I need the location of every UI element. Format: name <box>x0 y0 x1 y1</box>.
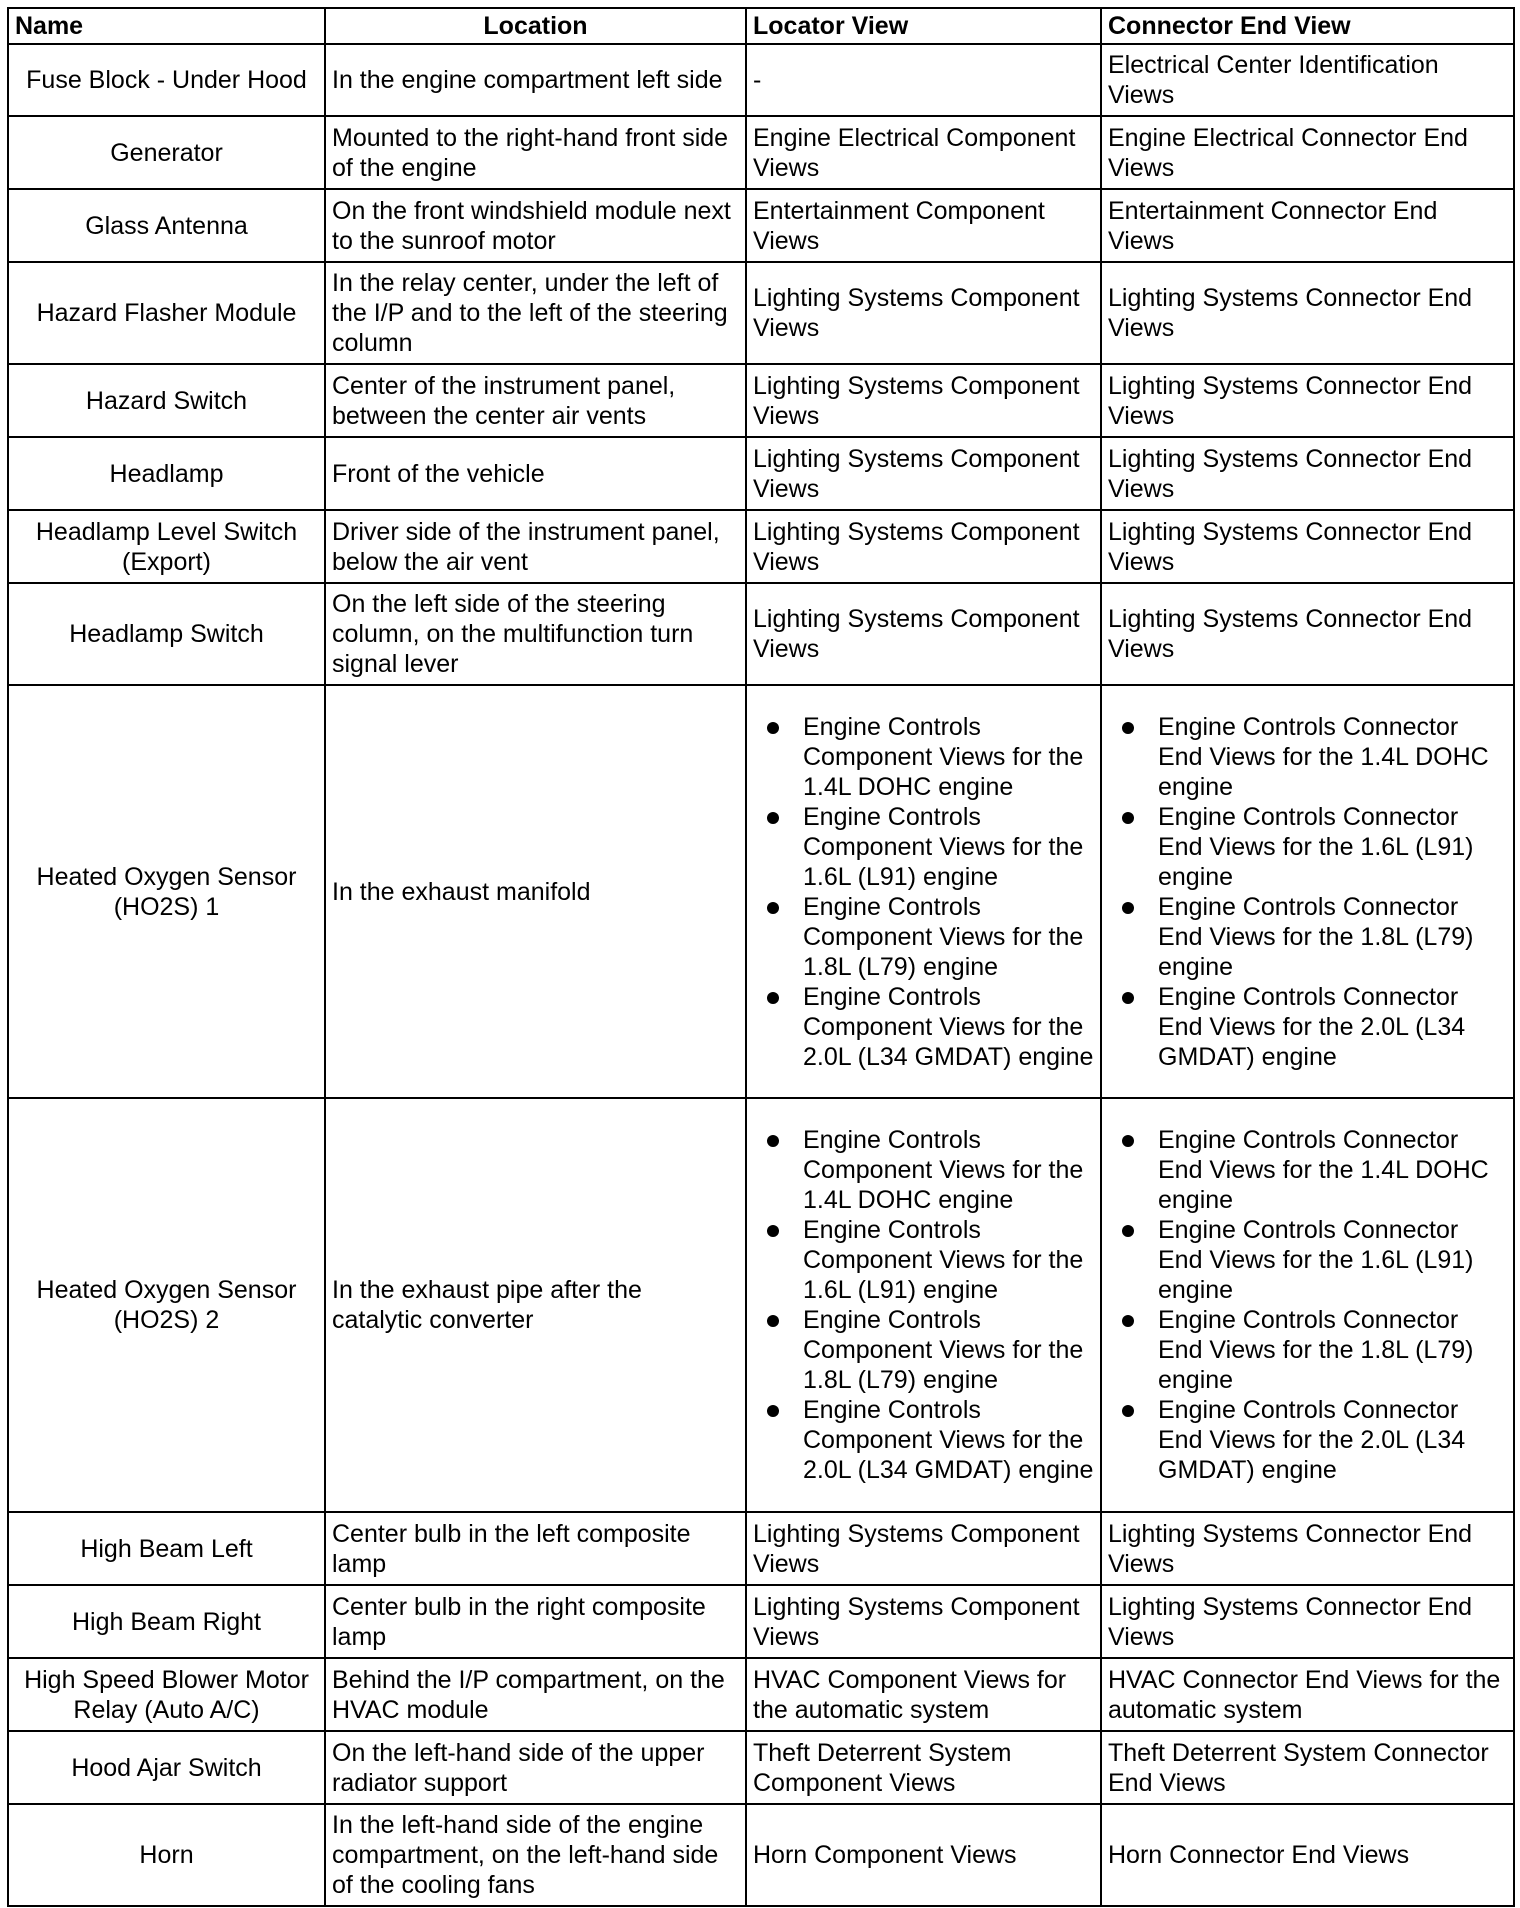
cell-locator-view: HVAC Component Views for the automatic system <box>746 1658 1101 1731</box>
cell-name: Hazard Switch <box>8 364 325 437</box>
list-item: Engine Controls Connector End Views for the 1.6L (L91) engine <box>1108 1215 1507 1305</box>
list-item: Engine Controls Connector End Views for the 1.4L DOHC engine <box>1108 712 1507 802</box>
list-item: Engine Controls Component Views for the 1.6L (L91) engine <box>753 1215 1094 1305</box>
table-row <box>8 1098 1514 1512</box>
table-row <box>8 510 1514 583</box>
list-item: Engine Controls Connector End Views for the 1.8L (L79) engine <box>1108 1305 1507 1395</box>
cell-location: Driver side of the instrument panel, below the air vent <box>325 510 746 583</box>
table-row <box>8 262 1514 364</box>
cell-locator-view <box>746 1098 1101 1512</box>
cell-connector-end-view: Lighting Systems Connector End Views <box>1101 437 1514 510</box>
cell-location: Center of the instrument panel, between the center air vents <box>325 364 746 437</box>
cell-connector-end-view: Lighting Systems Connector End Views <box>1101 1512 1514 1585</box>
header-row <box>8 8 1514 44</box>
cell-name: Hazard Flasher Module <box>8 262 325 364</box>
cell-connector-end-view: Entertainment Connector End Views <box>1101 189 1514 262</box>
cell-location: In the engine compartment left side <box>325 44 746 116</box>
cell-location: In the relay center, under the left of the I/P and to the left of the steering column <box>325 262 746 364</box>
cell-location: Center bulb in the left composite lamp <box>325 1512 746 1585</box>
cell-name: Generator <box>8 116 325 189</box>
cell-locator-view: Horn Component Views <box>746 1804 1101 1906</box>
list-item: Engine Controls Component Views for the 2.0L (L34 GMDAT) engine <box>753 982 1094 1072</box>
cell-location: Mounted to the right-hand front side of the engine <box>325 116 746 189</box>
cell-connector-end-view: Lighting Systems Connector End Views <box>1101 583 1514 685</box>
bullet-list <box>1108 1125 1507 1485</box>
list-item: Engine Controls Component Views for the 2.0L (L34 GMDAT) engine <box>753 1395 1094 1485</box>
list-item: Engine Controls Component Views for the 1.6L (L91) engine <box>753 802 1094 892</box>
cell-locator-view: Lighting Systems Component Views <box>746 1512 1101 1585</box>
cell-connector-end-view: Electrical Center Identification Views <box>1101 44 1514 116</box>
cell-connector-end-view: Lighting Systems Connector End Views <box>1101 510 1514 583</box>
cell-location: Behind the I/P compartment, on the HVAC module <box>325 1658 746 1731</box>
cell-name: Headlamp Switch <box>8 583 325 685</box>
cell-location: On the left-hand side of the upper radiator support <box>325 1731 746 1804</box>
cell-name: Glass Antenna <box>8 189 325 262</box>
list-item: Engine Controls Connector End Views for the 2.0L (L34 GMDAT) engine <box>1108 1395 1507 1485</box>
table-row <box>8 116 1514 189</box>
table-row <box>8 1585 1514 1658</box>
cell-locator-view: Lighting Systems Component Views <box>746 1585 1101 1658</box>
cell-name: Heated Oxygen Sensor (HO2S) 2 <box>8 1098 325 1512</box>
cell-locator-view: - <box>746 44 1101 116</box>
cell-locator-view: Lighting Systems Component Views <box>746 262 1101 364</box>
cell-locator-view <box>746 685 1101 1098</box>
cell-location: On the front windshield module next to the sunroof motor <box>325 189 746 262</box>
table-row <box>8 1658 1514 1731</box>
cell-locator-view: Theft Deterrent System Component Views <box>746 1731 1101 1804</box>
table-row <box>8 189 1514 262</box>
list-item: Engine Controls Component Views for the 1.8L (L79) engine <box>753 892 1094 982</box>
cell-name: Fuse Block - Under Hood <box>8 44 325 116</box>
cell-location: In the exhaust pipe after the catalytic converter <box>325 1098 746 1512</box>
cell-location: Front of the vehicle <box>325 437 746 510</box>
cell-connector-end-view: Theft Deterrent System Connector End Views <box>1101 1731 1514 1804</box>
cell-name: Heated Oxygen Sensor (HO2S) 1 <box>8 685 325 1098</box>
list-item: Engine Controls Connector End Views for the 1.8L (L79) engine <box>1108 892 1507 982</box>
table-row <box>8 437 1514 510</box>
list-item: Engine Controls Component Views for the 1.8L (L79) engine <box>753 1305 1094 1395</box>
table-row <box>8 583 1514 685</box>
cell-connector-end-view: Lighting Systems Connector End Views <box>1101 1585 1514 1658</box>
header-location: Location <box>325 8 746 44</box>
table-row <box>8 44 1514 116</box>
list-item: Engine Controls Connector End Views for the 1.6L (L91) engine <box>1108 802 1507 892</box>
cell-locator-view: Lighting Systems Component Views <box>746 510 1101 583</box>
list-item: Engine Controls Connector End Views for the 1.4L DOHC engine <box>1108 1125 1507 1215</box>
cell-name: High Beam Right <box>8 1585 325 1658</box>
cell-locator-view: Lighting Systems Component Views <box>746 437 1101 510</box>
bullet-list <box>1108 712 1507 1072</box>
cell-locator-view: Engine Electrical Component Views <box>746 116 1101 189</box>
cell-name: Headlamp <box>8 437 325 510</box>
cell-location: Center bulb in the right composite lamp <box>325 1585 746 1658</box>
cell-connector-end-view <box>1101 685 1514 1098</box>
cell-name: Headlamp Level Switch (Export) <box>8 510 325 583</box>
cell-connector-end-view: Engine Electrical Connector End Views <box>1101 116 1514 189</box>
header-name: Name <box>8 8 325 44</box>
cell-locator-view: Lighting Systems Component Views <box>746 364 1101 437</box>
cell-location: In the left-hand side of the engine compartment, on the left-hand side of the cooling fans <box>325 1804 746 1906</box>
bullet-list <box>753 712 1094 1072</box>
cell-connector-end-view: Lighting Systems Connector End Views <box>1101 262 1514 364</box>
table-row <box>8 1512 1514 1585</box>
cell-location: On the left side of the steering column, on the multifunction turn signal lever <box>325 583 746 685</box>
table-row <box>8 1731 1514 1804</box>
cell-connector-end-view: HVAC Connector End Views for the automatic system <box>1101 1658 1514 1731</box>
cell-connector-end-view: Horn Connector End Views <box>1101 1804 1514 1906</box>
cell-locator-view: Lighting Systems Component Views <box>746 583 1101 685</box>
header-locator-view: Locator View <box>746 8 1101 44</box>
cell-name: Horn <box>8 1804 325 1906</box>
bullet-list <box>753 1125 1094 1485</box>
cell-name: Hood Ajar Switch <box>8 1731 325 1804</box>
header-connector-end-view: Connector End View <box>1101 8 1514 44</box>
list-item: Engine Controls Component Views for the 1.4L DOHC engine <box>753 1125 1094 1215</box>
cell-location: In the exhaust manifold <box>325 685 746 1098</box>
cell-name: High Speed Blower Motor Relay (Auto A/C) <box>8 1658 325 1731</box>
table-row <box>8 364 1514 437</box>
cell-connector-end-view <box>1101 1098 1514 1512</box>
component-location-table <box>7 7 1515 1907</box>
cell-connector-end-view: Lighting Systems Connector End Views <box>1101 364 1514 437</box>
list-item: Engine Controls Component Views for the 1.4L DOHC engine <box>753 712 1094 802</box>
cell-name: High Beam Left <box>8 1512 325 1585</box>
cell-locator-view: Entertainment Component Views <box>746 189 1101 262</box>
table-row <box>8 1804 1514 1906</box>
list-item: Engine Controls Connector End Views for the 2.0L (L34 GMDAT) engine <box>1108 982 1507 1072</box>
table-row <box>8 685 1514 1098</box>
